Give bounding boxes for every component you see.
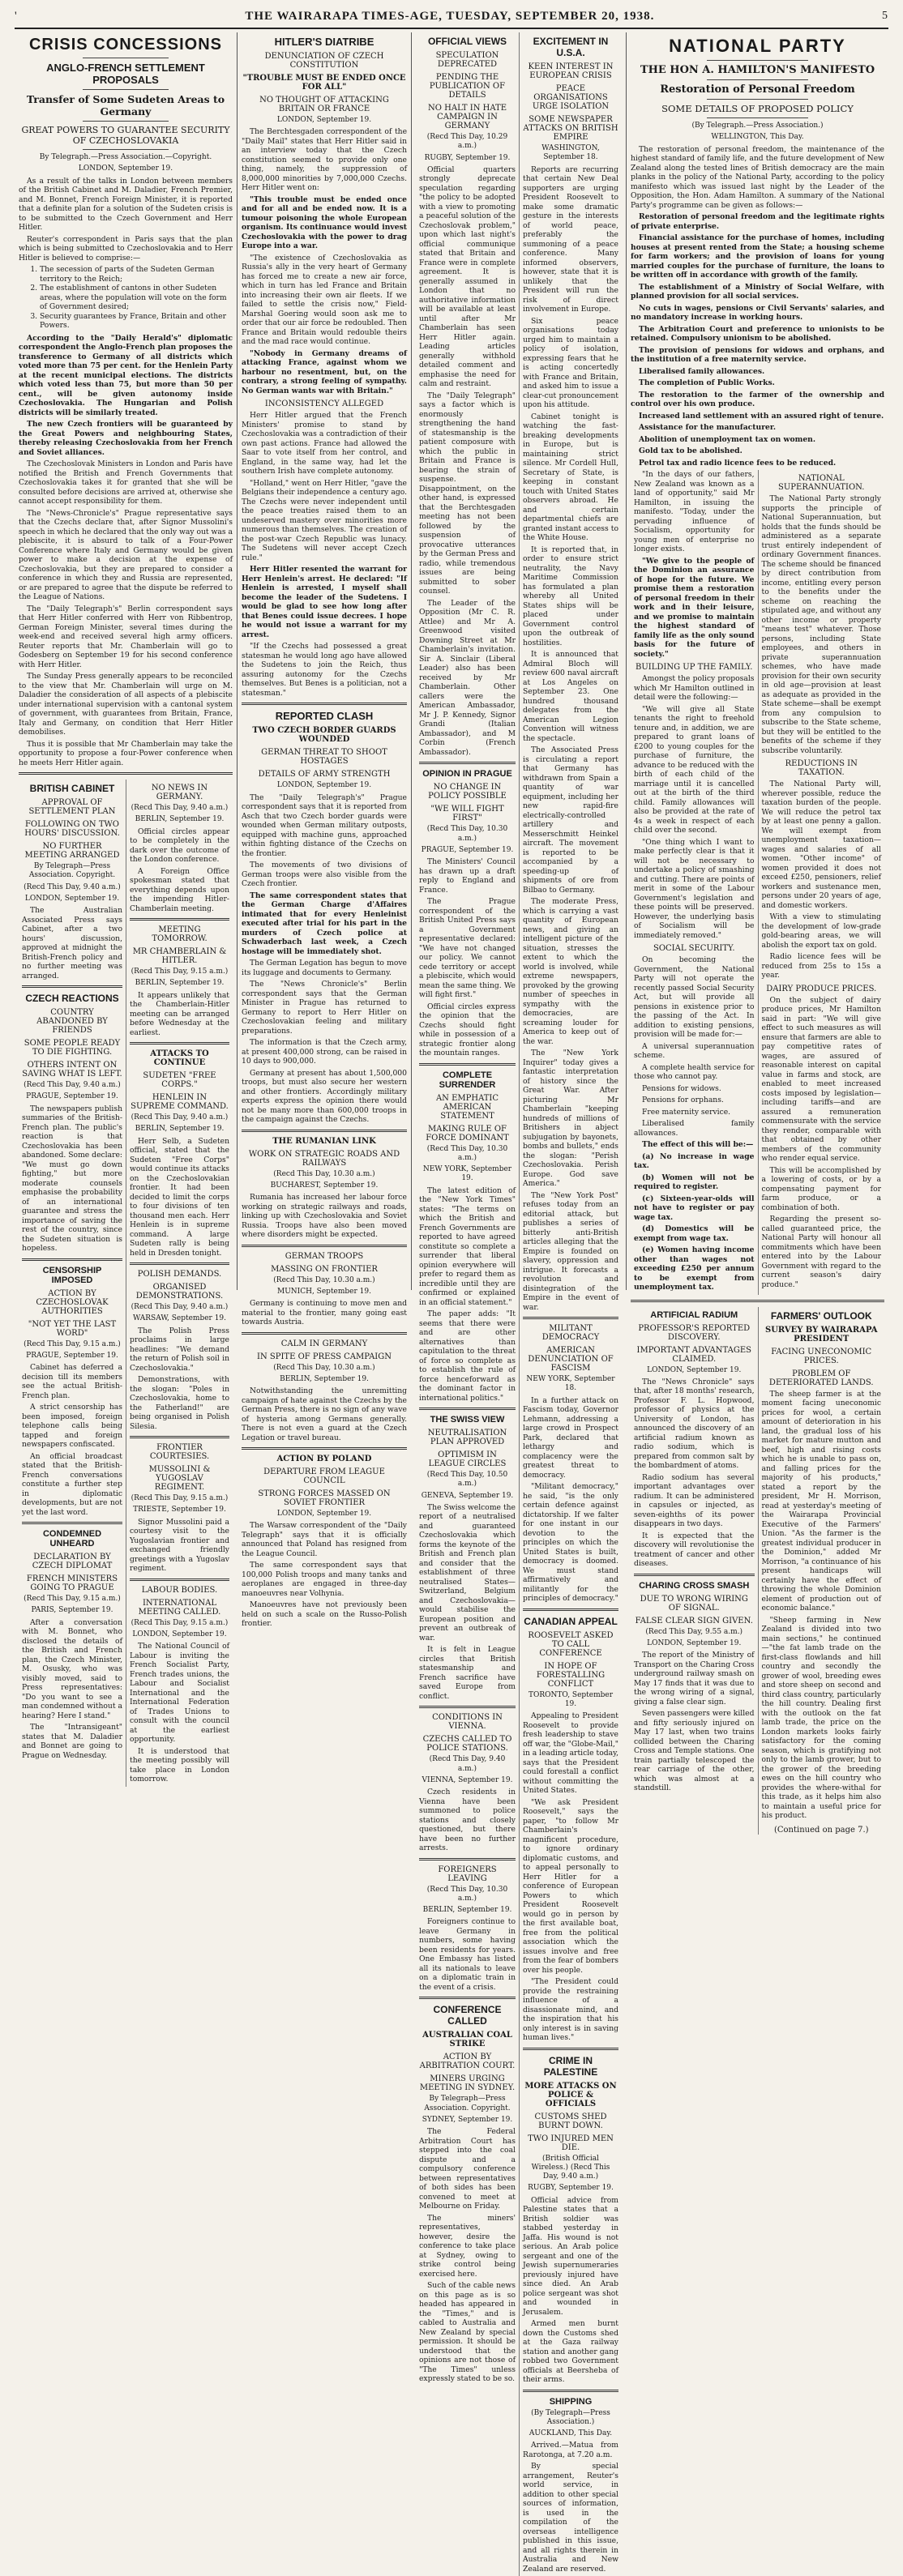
masthead	[15, 5, 888, 29]
charing-sub2: FALSE CLEAR SIGN GIVEN.	[635, 1616, 753, 1625]
list-item: (d) Domestics will be exempt from wage tax.	[634, 1224, 755, 1243]
national-right-p4: Radio licence fees will be reduced from 25s to 15s a year.	[761, 952, 881, 980]
clash-p2: The movements of two divisions of German troops were also visible from the Czech frontier.	[242, 861, 407, 888]
crisis-sub1: ANGLO-FRENCH SETTLEMENT PROPOSALS	[46, 62, 205, 86]
list-item: The provision of pensions for widows and orphans, and the institution of a free maternity service.	[631, 345, 884, 364]
official-p2: The "Daily Telegraph" says a factor which is enormously strengthening the hand of statesmanship is the patient composure with which the public in Britain and France is bearing the strain of suspense. Disappointment, on the other hand, is expressed that the Berchtesgaden meeting has not been followed by the suspension of provocative utterances by the German Press and radio, while tremendous issues are being submitted to sober counsel.	[419, 391, 516, 596]
labour-sub1: INTERNATIONAL MEETING CALLED.	[138, 1598, 221, 1617]
list-item: Financial assistance for the purchase of homes, including houses at present rented from the State; a housing scheme for farm workers; and the provision of loans for young married couples for the purchase of furniture, the loans to be written off in accordance with growth of the family.	[631, 233, 884, 280]
poland-p3: Manoeuvres have not previously been held on such a scale on the Russo-Polish frontier.	[242, 1600, 407, 1629]
list-item: 2. The establishment of cantons in other Sudeten areas, where the population will vote on the form of Government desired;	[40, 284, 233, 312]
czech-reactions-sub3: OTHERS INTENT ON SAVING WHAT IS LEFT.	[22, 1061, 122, 1079]
condemned-sub2: FRENCH MINISTERS GOING TO PRAGUE	[26, 1574, 118, 1592]
list-item: Liberalised family allowances.	[634, 1119, 755, 1138]
conference-sub1: AUSTRALIAN COAL STRIKE	[422, 2031, 512, 2049]
calm-headline: CALM IN GERMANY	[280, 1339, 368, 1348]
radium-dateline: LONDON, September 19.	[647, 1365, 742, 1374]
swiss-p1: The Swiss welcome the report of a neutralised and guaranteed Czechoslovakia which forms the keynote of the British and French plan and consider that the establishment of three neutralised States—Switzerland, Belgium and Czechoslovakia—would stabilise the European position and prevent an outbreak of war.	[419, 1502, 516, 1643]
list-item: (e) Women having income other than wages not exceeding £250 per annum to be exempt from unemployment tax.	[634, 1245, 755, 1292]
list-item: Pensions for widows.	[642, 1083, 721, 1093]
list-item: Gold tax to be abolished.	[639, 446, 743, 455]
vienna-sub1: CZECHS CALLED TO POLICE STATIONS.	[422, 1735, 512, 1754]
excitement-p4: It is reported that, in order to ensure strict neutrality, the Navy Maritime Commission has formulated a plan whereby all United States ships will be placed under Government control upon the outbreak of hostilities.	[523, 545, 618, 647]
hitler-sub1: DENUNCIATION OF CZECH CONSTITUTION	[264, 52, 384, 70]
policy-list	[631, 212, 884, 468]
opinion-dateline: PRAGUE, September 19.	[421, 845, 514, 854]
list-item: (c) Sixteen-year-olds will not have to register or pay wage tax.	[634, 1194, 755, 1222]
list-item: A complete health service for those who cannot pay.	[634, 1062, 755, 1081]
excitement-p3: Cabinet tonight is watching the fast-breaking developments in Europe, but is maintaining strict silence. Mr Cordell Hull, Secretary of State, is keeping in constant touch with United States observers abroad. He and certain departmental chiefs are granted instant access to the White House.	[523, 412, 618, 542]
militant-headline: MILITANT DEMOCRACY	[541, 1324, 600, 1342]
censorship-sub2: "NOT YET THE LAST WORD"	[28, 1319, 117, 1338]
surrender-headline: COMPLETE SURRENDER	[439, 1070, 496, 1090]
list-item: The establishment of a Ministry of Social Welfare, with planned provision for all social services.	[631, 282, 884, 301]
radium-sub2: IMPORTANT ADVANTAGES CLAIMED.	[636, 1345, 751, 1364]
conference-byline: By Telegraph—Press Association. Copyright.	[424, 2095, 511, 2112]
shipping-p1: Arrived.—Matua from Rarotonga, at 7.20 a.m.	[523, 2441, 618, 2459]
clash-sub2: GERMAN THREAT TO SHOOT HOSTAGES	[261, 748, 387, 767]
conference-sub2: ACTION BY ARBITRATION COURT.	[419, 2053, 516, 2071]
national-headline: NATIONAL PARTY	[669, 36, 846, 56]
national-sub-building: BUILDING UP THE FAMILY.	[636, 663, 753, 672]
crisis-p1: As a result of the talks in London between members of the British Cabinet and M. Daladier, French Premier, and M. Bonnet, French Foreign Minister, it is reported that a definite plan for a solution of the Sudeten crisis is to be submitted to the Czech Government and Herr Hitler.	[19, 176, 233, 232]
list-item: Abolition of unemployment tax on women.	[639, 434, 816, 444]
list-item: Restoration of personal freedom and the legitimate rights of private enterprise.	[631, 212, 884, 231]
no-news-p2: A Foreign Office spokesman stated that everything depends upon the impending Hitler-Chamberlain meeting.	[130, 866, 229, 913]
official-sub3: NO HALT IN HATE CAMPAIGN IN GERMANY	[428, 104, 507, 130]
list-item: 3. Security guarantees by France, Britain and other Powers.	[40, 312, 233, 331]
militant-p2: "Militant democracy," he said, "is the only certain defence against dictatorship. If we falter for one instant in our devotion to the principles on which the United States is built, democracy is doomed. We must stand affirmatively and militantly for the principles of democracy."	[523, 1482, 618, 1603]
shipping-headline: SHIPPING	[549, 2396, 593, 2407]
calm-rec: (Recd This Day, 10.30 a.m.)	[273, 1363, 375, 1372]
frontier-dateline: TRIESTE, September 19.	[133, 1506, 226, 1514]
crime-p2: Armed men burnt down the Customs shed at the Gaza railway station and another gang robbed two Government officials at Beersheba of their arms.	[523, 2319, 618, 2384]
list-item: A universal superannuation scheme.	[634, 1041, 755, 1060]
excitement-sub1: KEEN INTEREST IN EUROPEAN CRISIS	[528, 62, 614, 80]
excitement-p8: The "New York Inquirer" today gives a fantastic interpretation of history since the Great War. After picturing Mr Chamberlain "keeping hundreds of millions of Britishers in abject subjugation by bayonets, bombs and bullets," ends the slogan: "Perish Czechoslovakia. Perish Europe. God save America."	[523, 1049, 618, 1188]
censorship-p2: A strict censorship has been imposed, foreign telephone calls being tapped and foreign newspapers confiscated.	[22, 1403, 122, 1449]
national-left-p6: On becoming the Government, the National Party will not operate the recently passed Social Security Act, but will provide all pensions in existence prior to the passing of the Act. In addition to existing pensions, provision will be made for:—	[634, 955, 755, 1039]
clash-p3: The same correspondent states that the German Charge d'Affaires intimated that for every Henleinist executed after trial for his part in the murders of Czech police at Schwaderbach last week, a Czech hostage will be immediately shot.	[242, 891, 407, 956]
national-p1: The restoration of personal freedom, the maintenance of the highest standard of family life, and the future development of New Zealand along the tested lines of British democracy are the main planks in the policy of the National Party, according to the policy manifesto which was issued last night by the Leader of the Opposition, the Hon. Adam Hamilton. A summary of the National Party's programme can be given as follows:—	[631, 144, 884, 210]
poland-dateline: LONDON, September 19.	[276, 1510, 372, 1518]
attacks-dateline: BERLIN, September 19.	[135, 1125, 225, 1134]
crisis-p8: The Sunday Press generally appears to be reconciled to the view that Mr. Chamberlain will urge on M. Daladier the consideration of all aspects of a plebiscite under international supervision with a cantonal system of government, with guarantees from Britain, France, Italy and Germany, on condition that Herr Hitler demobilises.	[19, 672, 233, 737]
censorship-sub1: ACTION BY CZECHOSLOVAK AUTHORITIES	[36, 1288, 109, 1316]
poland-sub2: STRONG FORCES MASSED ON SOVIET FRONTIER	[258, 1489, 391, 1507]
charing-p1: The report of the Ministry of Transport on the Charing Cross underground railway smash on May 17 finds that it was due to the wrong wiring of a signal, giving a false clear sign.	[634, 1651, 755, 1707]
polish-headline: POLISH DEMANDS.	[137, 1270, 222, 1279]
poland-p2: The same correspondent says that 100,000 Polish troops and many tanks and aeroplanes are engaged in three-day manoeuvres near Volhynia.	[242, 1561, 407, 1598]
polish-dateline: WARSAW, September 19.	[132, 1314, 227, 1323]
clash-dateline: LONDON, September 19.	[276, 781, 372, 790]
list-item: Increased land settlement with an assured right of tenure.	[639, 411, 884, 421]
rumanian-rec: (Recd This Day, 10.30 a.m.)	[273, 1169, 375, 1178]
official-rec: (Recd This Day, 10.29 a.m.)	[426, 133, 508, 151]
charing-p2: Seven passengers were killed and fifty seriously injured on May 17 last, when two trains collided between the Charing Cross and Temple stations. One train partially telescoped the rear carriage of the other, which was almost at a standstill.	[634, 1709, 755, 1793]
radium-p3: It is expected that the discovery will revolutionise the treatment of cancer and other diseases.	[634, 1531, 755, 1569]
foreigners-headline: FOREIGNERS LEAVING	[438, 1865, 497, 1883]
clash-headline: REPORTED CLASH	[275, 710, 374, 723]
hitler-p8: "If the Czechs had possessed a great statesman he would long ago have allowed the Sudetens to join the Reich, thus assuring autonomy for the Czechs themselves. But Benes is a politician, not a statesman."	[242, 642, 407, 698]
attacks-p1: Herr Selb, a Sudeten official, stated that the Sudeten "Free Corps" would continue its attacks on the Czechoslovakian frontier. It had been decided to limit the corps to four divisions of ten thousand men each. Herr Henlein is in supreme command. A large Sudeten rally is being held in Dresden tonight.	[130, 1136, 229, 1258]
crisis-p3: According to the "Daily Herald's" diplomatic correspondent the Anglo-French plan proposes the transference to Germany of all districts which voted more than 75 per cent. for the Henlein Party at the recent municipal elections. The districts which voted less than 75, but more than 50 per cent., will be given autonomy inside Czechoslovakia. The Hungarian and Polish districts will be similarly treated.	[19, 333, 233, 417]
farmers-sub2: FACING UNECONOMIC PRICES.	[771, 1347, 872, 1365]
national-dateline: WELLINGTON, This Day.	[711, 133, 804, 142]
crisis-p5: The Czechoslovak Ministers in London and Paris have notified the British and French Governments that Czechoslovakia takes it for granted that she will be consulted before decisions are arrived at, otherwise she cannot accept responsibility for them.	[19, 459, 233, 506]
canadian-p2: "We ask President Roosevelt," says the paper, "to follow Mr Chamberlain's magnificent procedure, to ignore ordinary diplomatic customs, and to appeal personally to Herr Hitler for a conference of European Powers to which President Roosevelt would go in person by the first available boat, free from the political association which the issues involve and free from the fear of bombers over his people.	[523, 1797, 618, 1975]
polish-sub1: ORGANISED DEMONSTRATIONS.	[135, 1283, 224, 1301]
national-sub-super: NATIONAL SUPERANNUATION.	[778, 474, 865, 492]
censorship-headline: CENSORSHIP IMPOSED	[42, 1265, 102, 1285]
excitement-sub2: PEACE ORGANISATIONS URGE ISOLATION	[532, 84, 610, 111]
opinion-sub2: "WE WILL FIGHT FIRST"	[430, 805, 504, 823]
censorship-dateline: PRAGUE, September 19.	[26, 1351, 118, 1360]
national-left-p1: "In the days of our fathers, New Zealand was known as a land of opportunity," said Mr Hamilton, in issuing the manifesto. "Today, under the pervading influence of Socialism, opportunity for young men of enterprise no longer exists.	[634, 470, 755, 553]
crisis-p7: The "Daily Telegraph's" Berlin correspondent says that Herr Hitler conferred with Herr von Ribbentrop, German Foreign Minister, several times during the week-end and received several high army officers. Reuter reports that Mr. Chamberlain will go to Godesberg on September 19 for his second conference with Herr Hitler.	[19, 604, 233, 669]
crime-sub2: CUSTOMS SHED BURNT DOWN.	[534, 2112, 607, 2130]
list-item: The completion of Public Works.	[639, 378, 775, 387]
labour-rec: (Recd This Day, 9.15 a.m.)	[131, 1618, 229, 1627]
condemned-p2: The "Intransigeant" states that M. Daladier and Bonnet are going to Prague on Wednesday.	[22, 1723, 122, 1760]
militant-p1: In a further attack on Fascism today, Governor Lehmann, addressing a large crowd in Prospect Park, declared that lethargy and complacency were the greatest threat to democracy.	[523, 1395, 618, 1480]
conference-p2: The miners' representatives, however, desire the conference to take place at Sydney, owing to strike control being exercised here.	[419, 2213, 516, 2279]
national-sub-social: SOCIAL SECURITY.	[653, 944, 735, 953]
polish-rec: (Recd This Day, 9.40 a.m.)	[131, 1303, 229, 1311]
swiss-sub2: OPTIMISM IN LEAGUE CIRCLES	[428, 1450, 507, 1468]
czech-reactions-sub1: COUNTRY ABANDONED BY FRIENDS	[36, 1008, 108, 1035]
calm-sub1: IN SPITE OF PRESS CAMPAIGN	[257, 1352, 392, 1361]
polish-p1: The Polish Press proclaims in large headlines: "We demand the return of Polish soil in Czechoslovakia."	[130, 1326, 229, 1373]
surrender-p2: The paper adds: "It seems that there were and are other alternatives than capitulation to the threat of force so complete as to establish the rule of force henceforward as the dominant factor in international politics."	[419, 1309, 516, 1403]
column-crisis	[15, 32, 237, 1784]
opinion-sub1: NO CHANGE IN POLICY POSSIBLE	[428, 783, 507, 801]
list-item: The Arbitration Court and preference to unionists to be retained. Compulsory unionism to be abolished.	[631, 324, 884, 343]
czech-reactions-headline: CZECH REACTIONS	[25, 993, 119, 1004]
meeting-headline: MEETING TOMORROW.	[152, 925, 208, 943]
hitler-p7: Herr Hitler resented the warrant for Herr Henlein's arrest. He declared: "If Henlein is arrested, I myself shall become the leader of the Sudetens. I would be glad to see how long after that Benes could issue decrees. I hope he would not issue a warrant for my arrest.	[242, 565, 407, 639]
clash-sub3: DETAILS OF ARMY STRENGTH	[258, 770, 391, 780]
excitement-p6: The Associated Press is circulating a report that Germany has withdrawn from Spain a quantity of war equipment, including her new rapid-fire electrically-controlled artillery and Messerschmitt Heinkel aircraft. The movement is reported to be accompanied by a speeding-up of shipments of ore from Bilbao to Germany.	[523, 745, 618, 895]
meeting-sub1: MR CHAMBERLAIN & HITLER.	[132, 947, 227, 965]
national-left-p3: Amongst the policy proposals which Mr Hamilton outlined in detail were the following:—	[634, 674, 755, 702]
list-item: Petrol tax and radio licence fees to be reduced.	[639, 458, 837, 468]
condemned-headline: CONDEMNED UNHEARD	[42, 1529, 102, 1549]
frontier-rec: (Recd This Day, 9.15 a.m.)	[131, 1494, 229, 1502]
meeting-rec: (Recd This Day, 9.15 a.m.)	[131, 968, 229, 976]
condemned-rec: (Recd This Day, 9.15 a.m.)	[24, 1595, 121, 1603]
continued-note: (Continued on page 7.)	[773, 1825, 869, 1835]
official-dateline: RUGBY, September 19.	[424, 153, 511, 162]
rumanian-dateline: BUCHAREST, September 19.	[270, 1181, 379, 1190]
national-left-p5: "One thing which I want to make perfectly clear is that it will not be necessary to undertake a policy of smashing and cutting. There are points of merit in some of the Labour Government's legislation and these points will be preserved. However, the underlying basis of Socialism will be immediately removed."	[634, 837, 755, 940]
list-item: Free maternity service.	[642, 1107, 731, 1117]
crisis-headline: CRISIS CONCESSIONS	[28, 36, 223, 53]
list-item: The restoration to the farmer of the ownership and control over his own produce.	[631, 390, 884, 408]
excitement-p9: The "New York Post" refuses today from an editorial attack, but publishes a series of bitterly anti-British articles alleging that the Empire is founded on slavery, oppression and intrigue. It forecasts a revolution and disintegration of the Empire in the event of war.	[523, 1190, 618, 1312]
excitement-dateline: WASHINGTON, September 18.	[541, 144, 600, 162]
national-sub1: THE HON A. HAMILTON'S MANIFESTO	[640, 64, 875, 76]
page-number: 5	[882, 10, 888, 22]
canadian-headline: CANADIAN APPEAL	[524, 1615, 618, 1627]
hitler-dateline: LONDON, September 19.	[276, 116, 372, 124]
hitler-p2: "This trouble must be ended once and for all and be ended now. It is a tumour poisoning the whole European organism. Its continuance would invest Czechoslovakia with the power to drag Europe into a war.	[242, 194, 407, 251]
national-right-p2: The National Party will, wherever possible, reduce the taxation burden of the people. We will reduce the petrol tax by at least one penny a gallon. We will exempt from unemployment taxation—wages and salaries of all women. "Other income" of women provided it does not exceed £250, pensioners, relief workers and sustenance men, persons under 20 years of age, and domestic workers.	[761, 780, 881, 910]
no-news-dateline: BERLIN, September 19.	[135, 815, 225, 824]
national-left-p7: The effect of this will be:—	[642, 1140, 754, 1149]
czech-reactions-dateline: PRAGUE, September 19.	[26, 1092, 118, 1101]
official-p1: Official quarters strongly deprecate speculation regarding "the policy to be adopted with a view to promoting a peaceful solution of the Czechoslovak problem," upon which last night's official communique stated that Britain and France were in complete agreement. It is generally assumed in London that no authoritative information will be available at least until after Mr Chamberlain has seen Herr Hitler again. Leading articles generally withhold detailed comment and emphasise the need for calm and restraint.	[419, 164, 516, 389]
shipping-dateline: AUCKLAND, This Day.	[529, 2429, 613, 2437]
official-sub1: SPECULATION DEPRECATED	[435, 51, 499, 69]
national-sub-dairy: DAIRY PRODUCE PRICES.	[766, 984, 877, 993]
hitler-sub3: NO THOUGHT OF ATTACKING BRITAIN OR FRANCE	[259, 96, 389, 113]
national-right-p6: This will be accomplished by a lowering of costs, or by a compensating payment for farm produce, or a combination of both.	[761, 1165, 881, 1212]
clash-p6: The information is that the Czech army, at present 400,000 strong, can be raised in 10 days to 900,000.	[242, 1038, 407, 1066]
cabinet-p1: The Australian Associated Press says Cabinet, after a two hours' discussion, approved at midnight the British-French policy and no further meeting was arranged.	[22, 906, 122, 980]
crisis-p4: The new Czech frontiers will be guaranteed by the Great Powers and neighbouring States, thereby releasing Czechoslovakia from her French and Soviet alliances.	[19, 420, 233, 457]
rumanian-p1: Rumania has increased her labour force working on strategic railways and roads, linking up with Czechoslovakia and Soviet Russia. Troops have also been moved where disorders might be expected.	[242, 1193, 407, 1239]
czech-reactions-sub2: SOME PEOPLE READY TO DIE FIGHTING.	[24, 1039, 121, 1057]
calm-dateline: BERLIN, September 19.	[280, 1374, 369, 1383]
canadian-sub1: ROOSEVELT ASKED TO CALL CONFERENCE	[528, 1630, 614, 1658]
labour-p2: It is understood that the meeting possibly will take place in London tomorrow.	[130, 1746, 229, 1784]
clash-p5: The "News Chronicle's" Berlin correspondent says that the German Minister in Prague has returned to Germany to report to Herr Hitler on Czechoslovakian feeling and military preparations.	[242, 980, 407, 1036]
crisis-sub3: GREAT POWERS TO GUARANTEE SECURITY OF CZECHOSLOVAKIA	[21, 125, 230, 146]
german-troops-headline: GERMAN TROOPS	[285, 1251, 364, 1261]
frontier-headline: FRONTIER COURTESIES.	[149, 1443, 210, 1461]
national-right-p5: On the subject of dairy produce prices, Mr Hamilton said in part: "We will give effect to such measures as will ensure that farmers are able to pay competitive rates of wages, are assured of reasonable interest on capital value in farms and stock, are enabled to meet increased costs imposed by legislation—including tariffs—and are assured a remuneration commensurate with the service they render, comparable with that obtained by other members of the community who render equal service.	[761, 995, 881, 1163]
militant-dateline: NEW YORK, September 18.	[526, 1375, 615, 1393]
german-troops-dateline: MUNICH, September 19.	[277, 1287, 371, 1296]
no-news-headline: NO NEWS IN GERMANY.	[151, 784, 208, 801]
official-sub2: PENDING THE PUBLICATION OF DETAILS	[429, 73, 506, 100]
hitler-sub-inconsistency: INCONSISTENCY ALLEGED	[264, 399, 384, 409]
frontier-sub1: MUSSOLINI & YUGOSLAV REGIMENT.	[148, 1465, 211, 1492]
list-item: (b) Women will not be required to register.	[634, 1173, 755, 1191]
national-right-p7: Regarding the present so-called guaranteed price, the National Party will honour all commitments which have been entered into by the Labour Government with regard to the current season's dairy produce."	[761, 1215, 881, 1289]
hitler-sub2: "TROUBLE MUST BE ENDED ONCE FOR ALL"	[242, 74, 406, 92]
column-national	[626, 32, 888, 1835]
conference-p1: The Federal Arbitration Court has stepped into the coal dispute and a compulsory conference between representatives of both sides has been convened to meet at Melbourne on Friday.	[419, 2127, 516, 2211]
labour-headline: LABOUR BODIES.	[141, 1585, 218, 1595]
crisis-p6: The "News-Chronicle's" Prague representative says that the Czechs declare that, after Signor Mussolini's speech in which he declared that the only way out was a plebiscite, it is absurd to talk of a Four-Power Conference where Italy and Germany would be given power to make a decision at the expense of Czechoslovakia, but they are prepared to consider a conference in which they and Russia are represented, or are prepared to agree that the dispute be referred to the League of Nations.	[19, 508, 233, 601]
crisis-sub2: Transfer of Some Sudeten Areas to Germany	[26, 93, 225, 117]
column-world	[411, 32, 626, 2574]
crime-rec: (British Official Wireless.) (Recd This Day, 9.40 a.m.)	[531, 2154, 610, 2181]
crime-sub3: TWO INJURED MEN DIE.	[528, 2134, 614, 2152]
opinion-headline: OPINION IN PRAGUE	[422, 769, 512, 780]
attacks-headline: ATTACKS TO CONTINUE	[150, 1049, 209, 1067]
rumanian-headline: THE RUMANIAN LINK	[272, 1136, 376, 1146]
surrender-rec: (Recd This Day, 10.30 a.m.)	[426, 1144, 508, 1162]
clash-p4: The German Legation has begun to move its luggage and documents to Germany.	[242, 959, 407, 977]
canadian-sub2: IN HOPE OF FORESTALLING CONFLICT	[536, 1661, 606, 1689]
hitler-p5: Herr Hitler argued that the French Ministers' promise to stand by Czechoslovakia was a contradiction of their own past actions. France had allowed the Saar to vote itself from her control, and England, in the same way, had let the southern Irish have complete autonomy.	[242, 411, 407, 476]
clash-sub1: TWO CZECH BORDER GUARDS WOUNDED	[252, 726, 396, 745]
crime-sub1: MORE ATTACKS ON POLICE & OFFICIALS	[524, 2081, 617, 2108]
crime-dateline: RUGBY, September 19.	[528, 2184, 614, 2193]
radium-sub1: PROFESSOR'S REPORTED DISCOVERY.	[638, 1323, 751, 1342]
attacks-sub2: HENLEIN IN SUPREME COMMAND.	[131, 1093, 229, 1111]
opinion-rec: (Recd This Day, 10.30 a.m.)	[426, 825, 508, 843]
radium-p2: Radio sodium has several important advantages over radium. It can be administered in capsules or injected, as seven-eighths of its power disappears in two days.	[634, 1472, 755, 1529]
attacks-sub1: SUDETEN "FREE CORPS."	[143, 1071, 216, 1089]
list-item: (a) No increase in wage tax.	[634, 1151, 755, 1170]
meeting-p1: It appears unlikely that the Chamberlain-Hitler meeting can be arranged before Wednesday at the earliest.	[130, 990, 229, 1037]
charing-rec: (Recd This Day, 9.55 a.m.)	[645, 1627, 743, 1636]
national-left-p2: "We give to the people of the Dominion an assurance of hope for the future. We promise them a restoration of personal freedom in their work and in their leisure, and we promise to maintain the highest standard of family life as the only sound basis for the future of society."	[634, 556, 755, 659]
german-troops-rec: (Recd This Day, 10.30 a.m.)	[273, 1275, 375, 1284]
national-left-p4: "We will give all State tenants the right to freehold tenure and, in addition, we are prepared to grant loans of £200 to young couples for the purchase of furniture, the advance to be reduced with the birth of each child of the marriage until it is cancelled out at the birth of the third child. Family allowances will also be provided at the rate of 4s a week in respect of each child over the second.	[634, 704, 755, 835]
meeting-dateline: BERLIN, September 19.	[135, 979, 225, 988]
excitement-p1: Reports are recurring that certain New Deal supporters are urging President Roosevelt to make some dramatic gesture in the interests of world peace, preferably the summoning of a peace conference. Many informed observers, however, state that it is unlikely that the President will run the risk of direct involvement in Europe.	[523, 164, 618, 314]
condemned-p1: After a conversation with M. Bonnet, who disclosed the details of the British and French plan, the Czech Minister, M. Osusky, who was visibly moved, said to Press representatives: "Do you want to see a man condemned without a hearing? Here I stand."	[22, 1617, 122, 1720]
excitement-p7: The moderate Press, which is carrying a vast quantity of European news, and giving an intelligent picture of the situation, stresses the extent to which the world is involved, while extreme newspapers, provoked by the growing number of speeches in sympathy with the democracies, are screaming louder for America to keep out of the war.	[523, 897, 618, 1046]
vienna-headline: CONDITIONS IN VIENNA.	[432, 1713, 503, 1732]
national-sub3: SOME DETAILS OF PROPOSED POLICY	[661, 103, 854, 114]
clash-p1: The "Daily Telegraph's" Prague correspondent says that it is reported from Asch that two Czech border guards were wounded when German military outposts, equipped with machine guns, approached within fighting distance of the Czechs on the frontier.	[242, 792, 407, 858]
national-right-p3: With a view to stimulating the development of low-grade gold-bearing areas, we will abolish the export tax on gold.	[761, 912, 881, 950]
list-item: Assistance for the manufacturer.	[639, 423, 777, 432]
crisis-p9: Thus it is possible that Mr Chamberlain may take the opportunity to propose a four-Power conference when he meets Herr Hitler again.	[19, 739, 233, 767]
hitler-p1: The Berchtesgaden correspondent of the "Daily Mail" states that Herr Hitler said in an interview today that the Czech constitution seemed to provide only one thing, namely, the suppression of 8,000,000 minorities by 7,000,000 Czechs. Herr Hitler went on:	[242, 127, 407, 193]
crisis-plan-list	[40, 265, 233, 331]
crime-headline: CRIME IN PALESTINE	[543, 2054, 598, 2078]
labour-p1: The National Council of Labour is inviting the French Socialist Party, French trades unions, the Labour and Socialist International and the International Federation of Trades Unions to consult with the council at the earliest opportunity.	[130, 1642, 229, 1744]
conference-sub3: MINERS URGING MEETING IN SYDNEY.	[419, 2074, 516, 2093]
opinion-p3: Official circles express the opinion that the Czechs should fight while in possession of a strategic frontier along the mountain ranges.	[419, 1002, 516, 1057]
swiss-sub1: NEUTRALISATION PLAN APPROVED	[427, 1429, 507, 1446]
frontier-p1: Signor Mussolini paid a courtesy visit to the Yugoslavian frontier and exchanged friendly greetings with a Yugoslav regiment.	[130, 1517, 229, 1573]
excitement-sub3: SOME NEWSPAPER ATTACKS ON BRITISH EMPIRE	[523, 115, 618, 142]
cabinet-sub3: NO FURTHER MEETING ARRANGED	[24, 842, 120, 860]
vienna-rec: (Recd This Day, 9.40 a.m.)	[429, 1755, 506, 1773]
conference-dateline: SYDNEY, September 19.	[422, 2115, 513, 2124]
opinion-p1: The Ministers' Council has drawn up a draft reply to England and France.	[419, 857, 516, 895]
list-item: Pensions for orphans.	[642, 1096, 724, 1104]
cabinet-rec: (Recd This Day, 9.40 a.m.)	[24, 882, 121, 891]
charing-dateline: LONDON, September 19.	[647, 1639, 742, 1647]
swiss-dateline: GENEVA, September 19.	[421, 1491, 514, 1500]
labour-dateline: LONDON, September 19.	[132, 1630, 227, 1638]
shipping-byline: (By Telegraph—Press Association.)	[531, 2408, 610, 2426]
official-headline: OFFICIAL VIEWS	[427, 36, 507, 47]
censorship-p1: Cabinet has deferred a decision till its members see the actual British-French plan.	[22, 1363, 122, 1400]
hitler-p3: "The existence of Czechoslovakia as Russia's ally in the very heart of Germany has forced me to create a new air force, which in turn has led France and Britain into increasing their own air fleets. If we failed to settle the crisis now," Field-Marshal Goering would soon ask me to order that our air force be redoubled. Then France and Britain would redouble theirs and the mad race would continue.	[242, 253, 407, 347]
cabinet-headline: BRITISH CABINET	[29, 783, 115, 794]
german-troops-sub1: MASSING ON FRONTIER	[271, 1264, 378, 1274]
condemned-sub1: DECLARATION BY CZECH DIPLOMAT	[32, 1553, 113, 1570]
swiss-rec: (Recd This Day, 10.50 a.m.)	[426, 1471, 508, 1489]
farmers-sub3: PROBLEM OF DETERIORATED LANDS.	[768, 1369, 874, 1387]
canadian-p1: Appealing to President Roosevelt to provide fresh leadership to stave off war, the "Globe-Mail," in a leading article today, says that the President could forestall a conflict without committing the United States.	[523, 1711, 618, 1795]
farmers-p1: The sheep farmer is at the moment facing uneconomic prices for wool, a certain amount of deterioration in his land, the gradual loss of his market for mature mutton and beef, high and rising costs which he is unable to pass on, and falling prices for the majority of his products," stated a report by the president, Mr H. Morrison, read at yesterday's meeting of the Wairarapa Provincial Executive of the Farmers' Union. "As the farmer is the greatest individual producer in the Dominion," added Mr Morrison, "a continuance of his present handicaps will certainly have the effect of throwing the whole Dominion element of production out of economic balance."	[761, 1389, 881, 1613]
swiss-headline: THE SWISS VIEW	[430, 1415, 505, 1425]
crisis-dateline: LONDON, September 19.	[78, 164, 173, 173]
vienna-p1: Czech residents in Vienna have been summoned to police stations and closely questioned, but there have been no further arrests.	[419, 1788, 516, 1852]
list-item: Liberalised family allowances.	[639, 366, 765, 376]
surrender-dateline: NEW YORK, September 19.	[422, 1165, 512, 1183]
foreigners-p1: Foreigners continue to leave Germany in numbers, some having been residents for years. One Embassy has listed all its nationals to leave on a diplomatic train in the event of a crisis.	[419, 1917, 516, 1992]
hitler-p4: "Nobody in Germany dreams of attacking France, against whom we harbour no resentment, but, on the contrary, a strong feeling of sympathy. No German wants war with Britain."	[242, 348, 407, 395]
rumanian-sub1: WORK ON STRATEGIC ROADS AND RAILWAYS	[248, 1149, 400, 1168]
cabinet-sub2: FOLLOWING ON TWO HOURS' DISCUSSION.	[24, 820, 120, 838]
cabinet-dateline: LONDON, September 19.	[24, 894, 120, 903]
excitement-p5: It is announced that Admiral Bloch will review 600 naval aircraft at Los Angeles on September 23. One hundred thousand delegates from the American Legion Convention will witness the spectacle.	[523, 650, 618, 743]
masthead-quote: '	[15, 9, 18, 23]
surrender-sub1: AN EMPHATIC AMERICAN STATEMENT	[435, 1093, 499, 1121]
shipping-p2: By special arrangement, Reuter's world service, in addition to other special sources of information, is used in the compilation of the overseas intelligence published in this issue, and all rights therein in Australia and New Zealand are reserved.	[523, 2462, 618, 2574]
radium-headline: ARTIFICIAL RADIUM	[650, 1309, 738, 1320]
condemned-dateline: PARIS, September 19.	[31, 1606, 113, 1615]
national-right-p1: The National Party strongly supports the principle of National Superannuation, but holds that the funds should be administered as a separate trust entirely independent of ordinary Government finances. The scheme should be financed by direct contribution from income, entitling every person to the benefits under the scheme on reaching the stipulated age, and without any other income or property "means test" whatever. Those persons, including State employees, and others in private superannuation schemes, who have made provision for their own security in old age—provision at least as adequate as provided in the State scheme—shall be exempt from any compulsion to subscribe to the State scheme, but they will be entitled to the benefits of the scheme if they subscribe voluntarily.	[761, 494, 881, 755]
charing-sub1: DUE TO WRONG WIRING OF SIGNAL.	[640, 1594, 748, 1613]
german-troops-p1: Germany is continuing to move men and material to the frontier, many going east towards Austria.	[242, 1299, 407, 1326]
national-sub-reductions: REDUCTIONS IN TAXATION.	[785, 759, 858, 777]
conference-p3: Such of the cable news on this page as is so headed has appeared in the "Times," and is cabled to Australia and New Zealand by special permission. It should be understood that the opinions are not those of "The Times" unless expressly stated to be so.	[419, 2281, 516, 2383]
czech-reactions-p1: The newspapers publish summaries of the British-French plan. The public's reaction is that Czechoslovakia has been abandoned. Some declare: "We must go down fighting," but more moderate counsels emphasise the probability of an international guarantee and stress the importance of saving the rest of the country, since the Sudeten situation is hopeless.	[22, 1104, 122, 1253]
poland-headline: ACTION BY POLAND	[276, 1455, 372, 1463]
crisis-byline: By Telegraph.—Press Association.—Copyright.	[39, 153, 212, 161]
list-item: 1. The secession of parts of the Sudeten German territory to the Reich;	[40, 265, 233, 284]
excitement-headline: EXCITEMENT IN U.S.A.	[533, 36, 609, 58]
crime-p1: Official advice from Palestine states that a British soldier was stabbed yesterday in Jaffa. His wound is not serious. An Arab police sergeant and one of the Jewish supernumeraries previously injured have since died. An Arab police sergeant was shot and wounded in Jerusalem.	[523, 2195, 618, 2317]
polish-p2: Demonstrations, with the slogan: "Poles in Czechoslovakia, home to the Fatherland!" are being organised in Polish Silesia.	[130, 1375, 229, 1431]
hitler-p6: "Holland," went on Herr Hitler, "gave the Belgians their independence a century ago. The Czechs were never independent until the peace treaties raised them to an undeserved mastery over minorities more numerous than themselves. The creation of the post-war Czech Republic was lunacy. The Sudetens will never accept Czech rule."	[242, 478, 407, 562]
censorship-p3: An official broadcast stated that the British-French conversations constitute a further step in diplomatic developments, but are not yet the last word.	[22, 1451, 122, 1517]
farmers-sub1: SURVEY BY WAIRARAPA PRESIDENT	[764, 1325, 878, 1344]
column-hitler	[237, 32, 411, 1629]
cabinet-byline: By Telegraph—Press Association. Copyright.	[28, 862, 116, 880]
militant-sub1: AMERICAN DENUNCIATION OF FASCISM	[528, 1346, 614, 1373]
clash-p7: Germany at present has about 1,500,000 troops, but must also secure her western and other frontiers. Accordingly military experts express the opinion there would not be many more than 600,000 troops in the campaign against the Czechs.	[242, 1068, 407, 1124]
newspaper-title: THE WAIRARAPA TIMES-AGE, TUESDAY, SEPTEMBER 20, 1938.	[245, 9, 655, 23]
national-byline: (By Telegraph.—Press Association.)	[691, 122, 824, 130]
czech-reactions-rec: (Recd This Day, 9.40 a.m.)	[24, 1081, 121, 1089]
canadian-p3: "The President could provide the restraining influence of a disassionate mind, and the inspiration that his only interest is in saving human lives."	[523, 1977, 618, 2042]
opinion-p2: The Prague correspondent of the British United Press says a Government representative declared: "We have not changed our policy. We cannot cede territory or accept a plebiscite, which would mean the same thing. We will fight first."	[419, 897, 516, 999]
foreigners-rec: (Recd This Day, 10.30 a.m.)	[426, 1885, 508, 1903]
radium-p1: The "News Chronicle" says that, after 18 months' research, Professor F. L. Hopwood, professor of physics at the University of London, has announced the discovery of an artificial radium known as radio sodium, which is prepared from common salt by the bombardment of atoms.	[634, 1377, 755, 1471]
attacks-rec: (Recd This Day, 9.40 a.m.)	[131, 1113, 229, 1121]
censorship-rec: (Recd This Day, 9.15 a.m.)	[24, 1339, 121, 1348]
surrender-sub2: MAKING RULE OF FORCE DOMINANT	[426, 1124, 509, 1143]
farmers-p2: "Sheep farming in New Zealand is divided into two main sections," he continued—"the fat lamb trade on the first-class flowlands and hill country and secondly the grower of wool, breeding ewes and store sheep on second and third class country, particularly the hill country. Dealing first with the outlook on the fat lamb trade, the price on the London markets looks fairly satisfactory for the coming season, which is gratifying not only to the lamb grower, but to the grower of the breeding ewes on the hill country who provides the where-withal for this trade, as it helps him also to maintain a useful price for his product.	[761, 1615, 881, 1820]
excitement-p2: Six peace organisations today urged him to maintain a policy of isolation, expressing fears that he is acting concertedly with France and Britain, and asked him to issue a clear-cut pronouncement upon his attitude.	[523, 316, 618, 409]
charing-headline: CHARING CROSS SMASH	[639, 1580, 750, 1591]
vienna-dateline: VIENNA, September 19.	[422, 1775, 513, 1784]
conference-headline: CONFERENCE CALLED	[433, 2004, 502, 2027]
crisis-p2: Reuter's correspondent in Paris says that the plan which is being submitted to Czechoslovakia and to Herr Hitler is believed to comprise:—	[19, 234, 233, 263]
cabinet-sub1: APPROVAL OF SETTLEMENT PLAN	[28, 798, 116, 816]
foreigners-dateline: BERLIN, September 19.	[422, 1906, 512, 1914]
canadian-dateline: TORONTO, September 19.	[528, 1690, 614, 1708]
swiss-p2: It is felt in League circles that British statesmanship and French sacrifice have saved Europe from conflict.	[419, 1645, 516, 1701]
list-item: No cuts in wages, pensions or Civil Servants' salaries, and no mandatory increase in working hours.	[631, 303, 884, 322]
poland-p1: The Warsaw correspondent of the "Daily Telegraph" says that it is officially announced that Poland has resigned from the League Council.	[242, 1521, 407, 1558]
hitler-headline: HITLER'S DIATRIBE	[274, 36, 374, 48]
calm-p1: Notwithstanding the unremitting campaign of hate against the Czechs by the German Press, there is no sign of any wave of hysteria among Germans generally. There is not even a guard at the Czech Legation or travel bureau.	[242, 1386, 407, 1442]
official-p3: The Leader of the Opposition (Mr C. R. Attlee) and Mr A. Greenwood visited Downing Street at Mr Chamberlain's invitation. Sir A. Sinclair (Liberal Leader) also has been received by Mr Chamberlain. Other callers were the American Ambassador, Mr J. P. Kennedy, Signor Grandi (Italian Ambassador), and M Corbin (French Ambassador).	[419, 598, 516, 757]
no-news-p1: Official circles appear to be completely in the dark over the outcome of the London conference.	[130, 827, 229, 864]
farmers-headline: FARMERS' OUTLOOK	[770, 1309, 872, 1322]
no-news-rec: (Recd This Day, 9.40 a.m.)	[131, 804, 229, 812]
surrender-p1: The latest edition of the "New York Times" states: "The terms on which the British and French Governments are reported to have agreed constitute so complete a surrender that liberal opinion everywhere will prefer to regard them as incredible until they are confirmed or explained in an official statement."	[419, 1185, 516, 1307]
poland-sub1: DEPARTURE FROM LEAGUE COUNCIL	[263, 1467, 385, 1485]
national-sub2: Restoration of Personal Freedom	[660, 83, 855, 96]
